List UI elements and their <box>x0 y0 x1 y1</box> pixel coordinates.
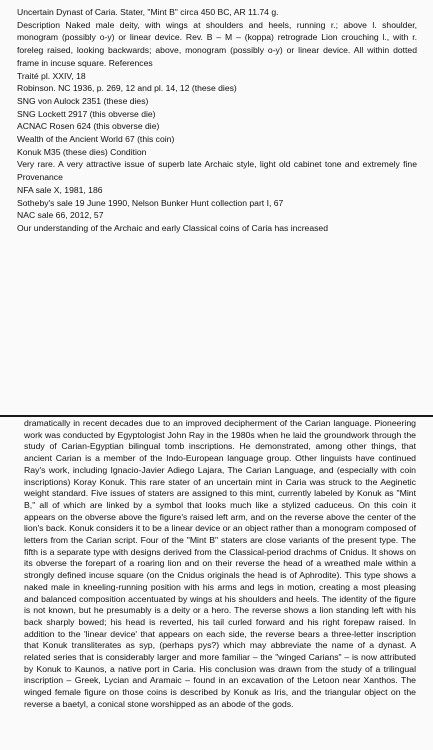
provenance-line: NFA sale X, 1981, 186 <box>17 184 103 195</box>
reference-line: Konuk M35 (these dies) Condition <box>17 146 147 157</box>
section-divider <box>0 415 433 417</box>
reference-line: ACNAC Rosen 624 (this obverse die) <box>17 121 160 132</box>
reference-line: SNG von Aulock 2351 (these dies) <box>17 95 149 106</box>
reference-line: Traité pl. XXIV, 18 <box>17 70 86 81</box>
essay-paragraph: dramatically in recent decades due to an improved decipherment of the Carian language. Pioneering work was conducted by Egyptologist John Ray in the 1980s when he laid the groundwork through the study of Carian-Egyptian bilingual tomb inscriptions. He demonstrated, among other things, that ancient Carian is a member of the Indo-European language group. Other linguists have continued Ray's work, including Ignacio-Javier Adiego Lajara, The Carian Language, and (especially with coin inscriptions) Koray Konuk. This rare stater of an uncertain mint in Caria was struck to the Aeginetic weight standard. Five issues of staters are assigned to this mint, currently labeled by Konuk as "Mint B," all of which are linked by a symbol that looks much like a stylized caduceus. On this coin it appears on the obverse above the figure's raised left arm, and on the reverse above the center of the lion's back. Konuk considers it to be a linear device or an object rather than a monogram composed of letters from the Carian script. Four of the "Mint B" staters are close variants of the present type. The fifth is a separate type with designs derived from the Classical-period drachms of Cnidus. It shows on its obverse the forepart of a roaring lion and on their reverse the head of a wreathed male within a strongly defined incuse square (on the Cnidus originals the head is of Aphrodite). This type shows a naked male in kneeling-running position with his arms and legs in motion, creating a most pleasing and balanced composition accentuated by wings at his shoulders and heels. The identity of the figure is not known, but he presumably is a deity or a hero. The reverse shows a lion standing left with his back sharply bowed; his head is reverted, his tail curled forward and his right forepaw raised. In addition to the 'linear device' that appears on each side, the reverse bears a three-letter inscription that Konuk transliterates as syp, (perhaps pys?) which may abbreviate the name of a dynast. A related series that is considerably larger and more familiar – the "winged Carians" – is now attributed by Konuk to Kaunos, a native port in Caria. His conclusion was drawn from the study of a trilingual inscription – Greek, Lycian and Aramaic – found in an excavation of the Letoon near Xanthos. The winged female figure on those coins is described by Konuk as Iris, and the triangular object on the reverse a baetyl, a conical stone worshipped as an abode of the gods. <box>24 418 416 709</box>
intro-line: Our understanding of the Archaic and early Classical coins of Caria has increased <box>17 222 328 233</box>
reference-line: Robinson. NC 1936, p. 269, 12 and pl. 14, 12 (these dies) <box>17 83 237 94</box>
essay-section <box>24 418 416 711</box>
provenance-line: NAC sale 66, 2012, 57 <box>17 210 104 221</box>
reference-line: SNG Lockett 2917 (this obverse die) <box>17 108 156 119</box>
condition-text: Very rare. A very attractive issue of superb late Archaic style, light old cabinet tone and extremely fine Provenance <box>17 159 417 183</box>
provenance-line: Sotheby's sale 19 June 1990, Nelson Bunker Hunt collection part I, 67 <box>17 197 284 208</box>
reference-line: Wealth of the Ancient World 67 (this coin) <box>17 134 175 145</box>
description-text: Description Naked male deity, with wings at shoulders and heels, running r.; above l. shoulder, monogram (possibly o-y) or linear device. Rev. B – M – (koppa) retrograde Lion crouching l., with r. foreleg raised, looking backwards; above, monogram (possibly o-y) or linear device. All within dotted frame in incuse square. References <box>17 19 417 68</box>
coin-description <box>17 6 417 235</box>
coin-title-line: Uncertain Dynast of Caria. Stater, "Mint B" circa 450 BC, AR 11.74 g. <box>17 7 279 17</box>
